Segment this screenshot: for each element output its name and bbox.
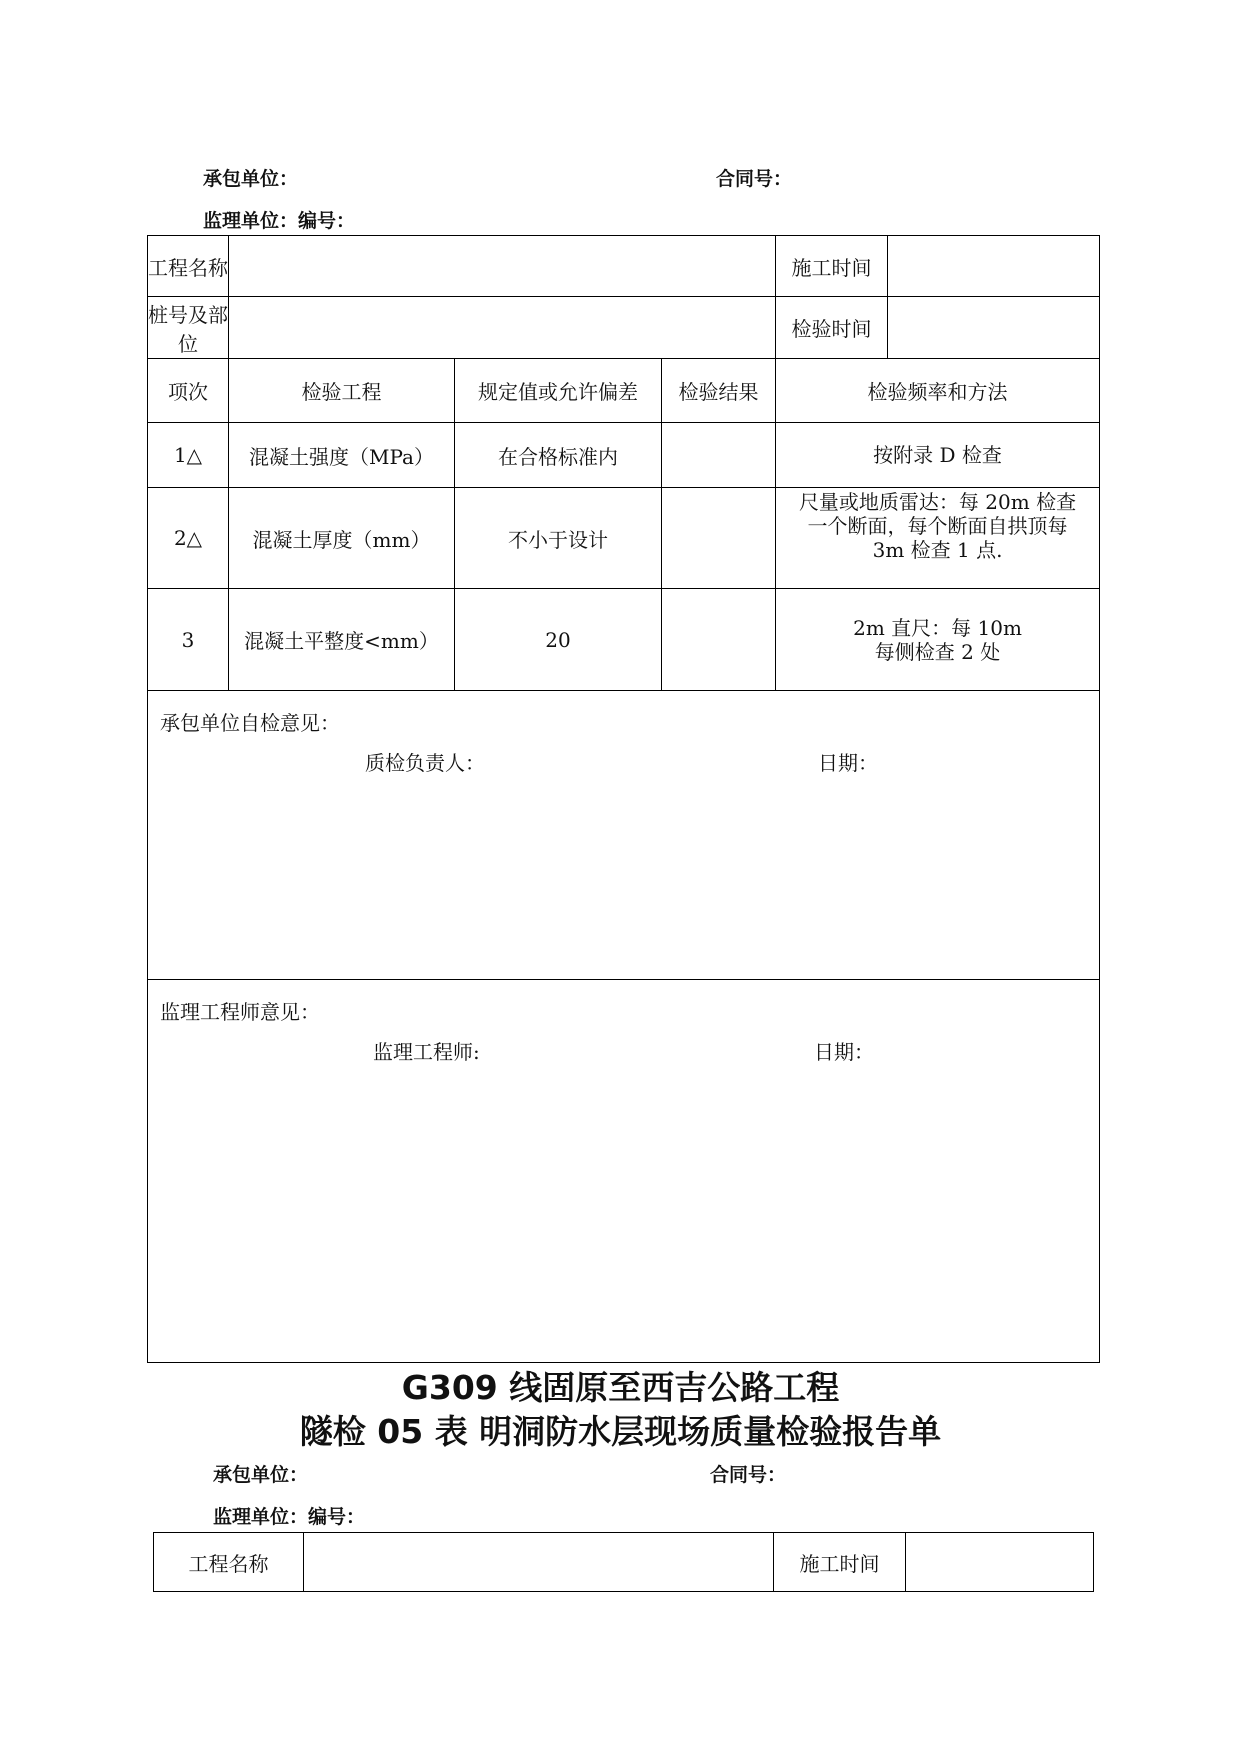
table-row (148, 589, 1100, 691)
row-result[interactable] (662, 589, 776, 691)
next-supervisor-label: 监理单位：编号： (213, 1506, 366, 1528)
station-label: 桩号及部位 (148, 297, 229, 359)
row-item: 混凝土平整度<mm） (229, 589, 455, 691)
inspection-form (147, 235, 1100, 1363)
contract-no-label: 合同号： (716, 168, 793, 190)
station-value[interactable] (229, 297, 776, 359)
col-header-result: 检验结果 (662, 359, 776, 423)
project-name-label: 工程名称 (148, 236, 229, 297)
contractor-opinion-title: 承包单位自检意见： (160, 711, 340, 735)
row-no: 2△ (148, 488, 229, 589)
row-result[interactable] (662, 423, 776, 488)
contractor-date-label: 日期： (818, 751, 878, 775)
form-title: 隧检 05 表 明洞防水层现场质量检验报告单 (299, 1412, 942, 1451)
row-no: 1△ (148, 423, 229, 488)
row-spec: 不小于设计 (455, 488, 662, 589)
next-project-name-value[interactable] (304, 1533, 774, 1592)
next-construction-time-value[interactable] (906, 1533, 1094, 1592)
next-contractor-label: 承包单位： (213, 1464, 309, 1486)
row-method (776, 423, 1100, 488)
table-row (148, 423, 1100, 488)
row-result[interactable] (662, 488, 776, 589)
next-construction-time-label: 施工时间 (774, 1533, 906, 1592)
contractor-label: 承包单位： (203, 168, 299, 190)
next-project-name-label: 工程名称 (154, 1533, 304, 1592)
inspection-time-value[interactable] (888, 297, 1100, 359)
method-line: 3m 检查 1 点. (872, 538, 1003, 562)
col-header-spec: 规定值或允许偏差 (455, 359, 662, 423)
next-contract-no-label: 合同号： (710, 1464, 787, 1486)
engineer-signer-label: 监理工程师: (373, 1040, 480, 1064)
supervisor-label: 监理单位：编号： (203, 210, 356, 232)
quality-manager-label: 质检负责人： (365, 751, 485, 775)
row-spec: 20 (455, 589, 662, 691)
inspection-time-label: 检验时间 (776, 297, 888, 359)
engineer-opinion-box[interactable] (148, 980, 1100, 1363)
method-line: 按附录 D 检查 (873, 443, 1002, 467)
row-no: 3 (148, 589, 229, 691)
row-item: 混凝土强度（MPa） (229, 423, 455, 488)
col-header-no: 项次 (148, 359, 229, 423)
row-item: 混凝土厚度（mm） (229, 488, 455, 589)
row-method (776, 488, 1100, 589)
construction-time-value[interactable] (888, 236, 1100, 297)
project-name-value[interactable] (229, 236, 776, 297)
col-header-item: 检验工程 (229, 359, 455, 423)
row-spec: 在合格标准内 (455, 423, 662, 488)
row-method (776, 589, 1100, 691)
method-line: 尺量或地质雷达：每 20m 检查 (798, 490, 1077, 514)
method-line: 2m 直尺：每 10m (853, 615, 1022, 640)
document-title: G309 线固原至西吉公路工程 (401, 1368, 840, 1407)
method-line: 每侧检查 2 处 (874, 639, 1001, 664)
method-line: 一个断面，每个断面自拱顶每 (807, 514, 1068, 538)
construction-time-label: 施工时间 (776, 236, 888, 297)
engineer-date-label: 日期： (814, 1040, 874, 1064)
next-inspection-form (153, 1532, 1094, 1592)
table-row (148, 488, 1100, 589)
engineer-opinion-title: 监理工程师意见： (160, 1000, 320, 1024)
col-header-method: 检验频率和方法 (776, 359, 1100, 423)
contractor-opinion-box[interactable] (148, 691, 1100, 980)
